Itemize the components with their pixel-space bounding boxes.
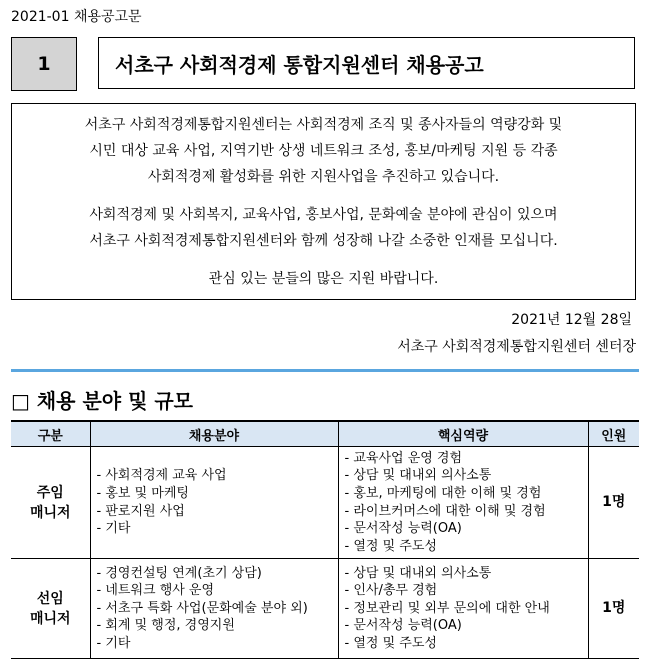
organization-signature: 서초구 사회적경제통합지원센터 센터장	[397, 339, 636, 355]
issue-date: 2021년 12월 28일	[511, 312, 632, 328]
intro-paragraph-3: 관심 있는 분들의 많은 지원 바랍니다.	[208, 271, 439, 287]
section-heading: □ 채용 분야 및 규모	[11, 389, 193, 413]
header-competency: 핵심역량	[338, 421, 588, 447]
document-id: 2021-01 채용공고문	[11, 9, 142, 25]
row-category: 주임 매니저	[11, 447, 90, 559]
section-number-box: 1	[11, 37, 77, 91]
section-divider	[11, 369, 639, 372]
page-title: 서초구 사회적경제 통합지원센터 채용공고	[98, 37, 635, 89]
row-fields: - 경영컨설팅 연계(초기 상담) - 네트워크 행사 운영 - 서초구 특화 사업(문화예술 분야 외) - 회계 및 행정, 경영지원 - 기타	[90, 559, 338, 659]
header-field: 채용분야	[90, 421, 338, 447]
intro-box	[11, 103, 636, 300]
intro-paragraph-1: 서초구 사회적경제통합지원센터는 사회적경제 조직 및 종사자들의 역량강화 및 시민 대상 교육 사업, 지역기반 상생 네트워크 조성, 홍보/마케팅 지원 등 각종 사회적경제 활성화를 위한 지원사업을 추진하고 있습니다.	[84, 117, 563, 185]
intro-paragraph-2: 사회적경제 및 사회복지, 교육사업, 홍보사업, 문화예술 분야에 관심이 있으며 서초구 사회적경제통합지원센터와 함께 성장해 나갈 소중한 인재를 모십니다.	[89, 207, 558, 249]
row-competencies: - 교육사업 운영 경험 - 상담 및 대내외 의사소통 - 홍보, 마케팅에 대한 이해 및 경험 - 라이브커머스에 대한 이해 및 경험 - 문서작성 능력(OA) - 열정 및 주도성	[338, 447, 588, 559]
header-count: 인원	[588, 421, 639, 447]
row-competencies: - 상담 및 대내외 의사소통 - 인사/총무 경험 - 정보관리 및 외부 문의에 대한 안내 - 문서작성 능력(OA) - 열정 및 주도성	[338, 559, 588, 659]
header-category: 구분	[11, 421, 90, 447]
row-count: 1명	[588, 447, 639, 559]
table-row	[11, 559, 639, 659]
title-row	[11, 37, 637, 91]
row-fields: - 사회적경제 교육 사업 - 홍보 및 마케팅 - 판로지원 사업 - 기타	[90, 447, 338, 559]
row-count: 1명	[588, 559, 639, 659]
table-header-row	[11, 421, 639, 447]
table-row	[11, 447, 639, 559]
recruitment-table	[11, 420, 639, 659]
row-category: 선임 매니저	[11, 559, 90, 659]
